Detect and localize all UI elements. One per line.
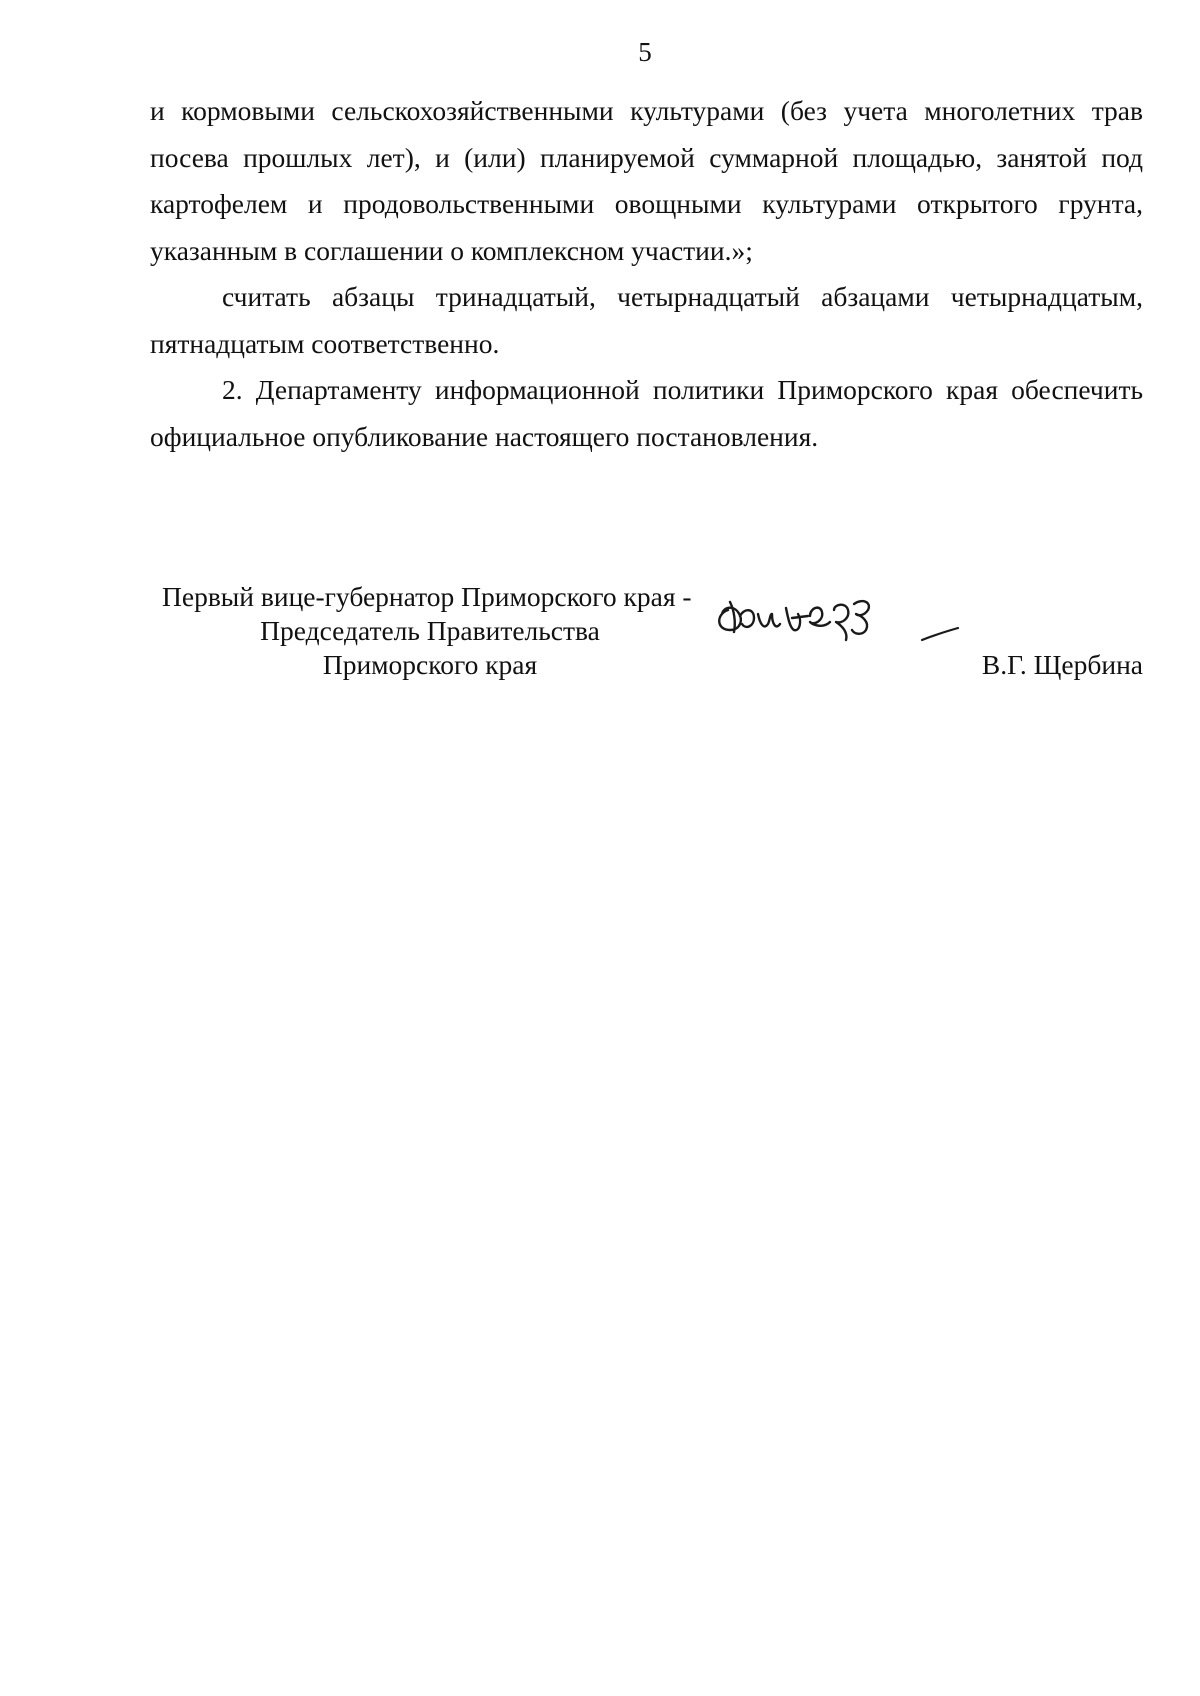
document-body	[150, 88, 1143, 460]
text-line: 2. Департаменту информационной политики Приморского края обеспечить	[222, 374, 1143, 405]
signatory-title-line: Приморского края	[322, 649, 538, 680]
signatory-name: В.Г. Щербина	[981, 649, 1143, 680]
signatory-title-line: Первый вице-губернатор Приморского края -	[162, 581, 692, 612]
signatory-title-line: Председатель Правительства	[260, 615, 600, 646]
text-line: указанным в соглашении о комплексном участии.»;	[150, 234, 753, 266]
text-line: официальное опубликование настоящего постановления.	[150, 420, 819, 452]
handwritten-signature	[710, 580, 920, 650]
paragraph-renumbering	[150, 274, 1143, 367]
signature-dash-stroke	[920, 624, 960, 644]
page-number: 5	[638, 37, 652, 67]
paragraph-item-2	[150, 367, 1143, 460]
text-line: посева прошлых лет), и (или) планируемой суммарной площадью, занятой под	[150, 141, 1143, 173]
text-line: считать абзацы тринадцатый, четырнадцатый абзацами четырнадцатым,	[222, 281, 1143, 312]
text-line: пятнадцатым соответственно.	[150, 327, 500, 359]
signature-block	[150, 580, 1143, 700]
text-line: картофелем и продовольственными овощными культурами открытого грунта,	[150, 188, 1143, 219]
signatory-title	[150, 580, 710, 682]
text-line: и кормовыми сельскохозяйственными культурами (без учета многолетних трав	[150, 95, 1143, 126]
paragraph-continuation	[150, 88, 1143, 274]
